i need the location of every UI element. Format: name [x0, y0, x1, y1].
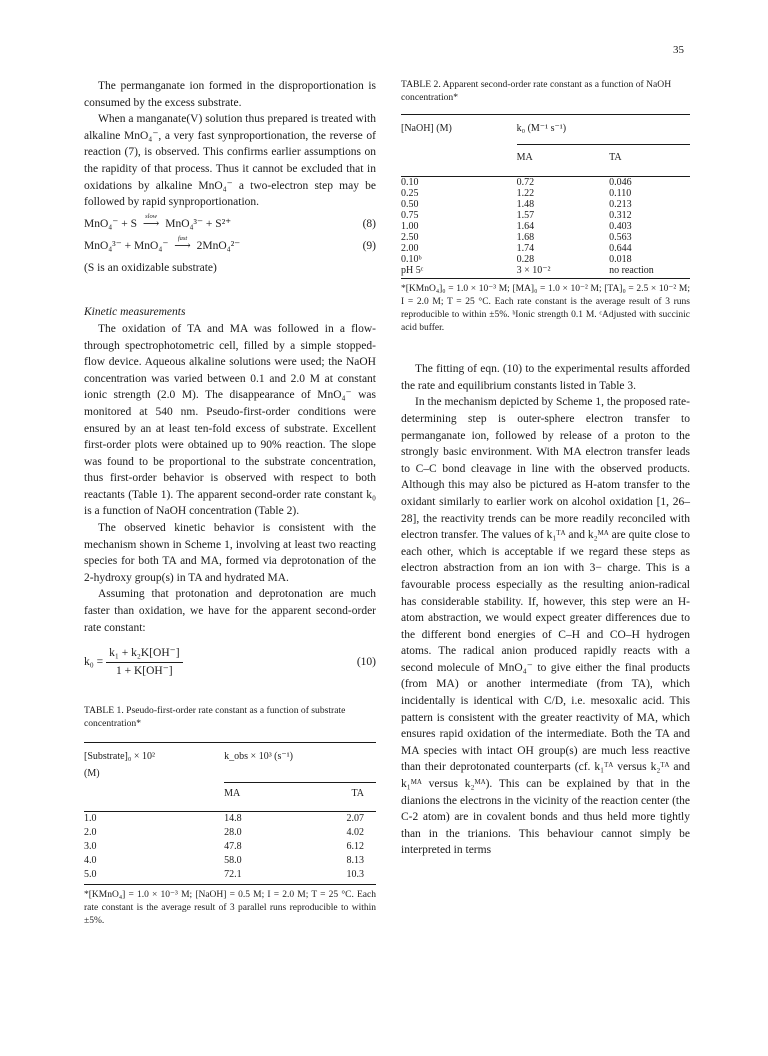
table-1-ta-header: TA — [351, 787, 364, 799]
eq8-number: (8) — [362, 218, 376, 231]
equation-9 — [84, 236, 376, 258]
table-2-cell: 2.50 — [401, 232, 419, 244]
table-1-footnote: *[KMnO₄] = 1.0 × 10⁻³ M; [NaOH] = 0.5 M; I = 2.0 M; T = 25 °C. Each rate constant is the average result of 3 parallel runs reproducible to within ±5%. — [84, 889, 376, 926]
table-2-ta-header: TA — [609, 151, 622, 163]
eq10-lhs: k₀ = — [84, 655, 104, 668]
eq8-arrow-label: slow — [145, 213, 158, 221]
table-1-row — [84, 854, 376, 868]
table-2-row — [401, 177, 690, 189]
table-1-cell: 2.0 — [84, 826, 97, 838]
right-column — [401, 78, 690, 859]
table-2-cell: 0.018 — [609, 254, 632, 266]
table-2-caption: TABLE 2. Apparent second-order rate constant as a function of NaOH concentration* — [401, 79, 672, 103]
table-2-row — [401, 243, 690, 254]
table-2-cell: 0.10ᵇ — [401, 254, 422, 266]
table-1-cell: 10.3 — [346, 868, 364, 880]
table-2-cell: 1.57 — [516, 210, 535, 222]
table-1 — [84, 704, 376, 927]
table-2-col1-header: [NaOH] (M) — [401, 123, 452, 134]
table-1-cell: 14.8 — [224, 812, 242, 824]
table-2-cell: pH 5ᶜ — [401, 265, 424, 277]
left-paragraph-2: When a manganate(V) solution thus prepared is treated with alkaline MnO₄⁻, a very fast synproportionation, the reverse of reaction (7), is observed. This confirms earlier assumptions on the rapidity of that process. Thus it cannot be excluded that in oxidations by alkaline MnO₄⁻ a two-electron step may be followed by rapid synproportionation. — [84, 113, 376, 209]
eq10-fraction — [106, 645, 182, 679]
table-2-ma-header: MA — [516, 151, 533, 163]
table-2-cell: 0.644 — [609, 243, 632, 255]
table-2-row — [401, 221, 690, 232]
table-2-cell: 0.28 — [516, 254, 535, 266]
table-2-cell: no reaction — [609, 265, 654, 277]
table-2-cell: 0.50 — [401, 199, 419, 211]
eq9-arrow-label: fast — [177, 235, 188, 243]
table-1-cell: 28.0 — [224, 826, 242, 838]
table-1-cell: 1.0 — [84, 812, 97, 824]
table-2-cell: 0.10 — [401, 177, 419, 189]
table-1-ma-header: MA — [224, 787, 241, 799]
table-1-cell: 6.12 — [346, 840, 364, 852]
table-2-cell: 1.68 — [516, 232, 535, 244]
table-1-cell: 72.1 — [224, 868, 242, 880]
eq9-rhs: 2MnO₄²⁻ — [196, 240, 241, 253]
table-2-row — [401, 188, 690, 199]
table-2-row — [401, 199, 690, 210]
table-1-cell: 47.8 — [224, 840, 242, 852]
eq8-arrow: slow ⟶ — [140, 216, 163, 233]
table-1-row — [84, 868, 376, 882]
table-2-cell: 0.25 — [401, 188, 419, 200]
eq9-lhs: MnO₄³⁻ + MnO₄⁻ — [84, 240, 169, 253]
table-1-col2-header: k_obs × 10³ (s⁻¹) — [224, 751, 294, 763]
table-1-cell: 3.0 — [84, 840, 97, 852]
eq9-number: (9) — [362, 240, 376, 253]
page-number: 35 — [673, 44, 684, 56]
table-1-grid — [84, 749, 376, 884]
table-2-row — [401, 232, 690, 243]
left-paragraph-3: The oxidation of TA and MA was followed in a flow-through spectrophotometric cell, filled by a simple stopped-flow device. Aqueous alkaline solutions were used; the NaOH concentration was varied between 0.1 and 2.0 M at constant ionic strength (2.0 M). The disappearance of MnO₄⁻ was monitored at 540 nm. Pseudo-first-order conditions were ensured by an at least ten-fold excess of substrate. Excellent first-order plots were obtained up to 90% reaction. The slope was found to be proportional to the substrate concentration, thus first-order behavior is observed with respect to both reactants (Table 1). The apparent second-order rate constant k₀ is a function of NaOH concentration (Table 2). — [84, 322, 376, 518]
table-2-cell: 1.00 — [401, 221, 419, 233]
right-paragraph-1: The fitting of eqn. (10) to the experimental results afforded the rate and equilibrium constants listed in Table 3. — [401, 363, 690, 392]
eq8-rhs: MnO₄³⁻ + S²⁺ — [165, 218, 232, 231]
table-2-cell: 3 × 10⁻² — [516, 265, 551, 277]
table-1-col1-unit: (M) — [84, 767, 100, 779]
table-2-cell: 0.403 — [609, 221, 632, 233]
eq9-arrow: fast ⟶ — [171, 238, 194, 255]
substrate-note: (S is an oxidizable substrate) — [84, 261, 217, 274]
eq10-number: (10) — [356, 655, 376, 668]
table-2-cell: 0.75 — [401, 210, 419, 222]
table-2-cell: 0.72 — [516, 177, 535, 189]
table-1-cell: 4.02 — [346, 826, 364, 838]
table-2-row — [401, 265, 690, 276]
table-1-row — [84, 811, 376, 826]
table-2-cell: 2.00 — [401, 243, 419, 255]
table-1-cell: 4.0 — [84, 854, 97, 866]
table-1-cell: 2.07 — [346, 812, 364, 824]
table-1-caption: TABLE 1. Pseudo-first-order rate constant as a function of substrate concentration* — [84, 705, 346, 730]
table-1-cell: 8.13 — [346, 854, 364, 866]
table-2-cell: 0.563 — [609, 232, 632, 244]
table-2-cell: 1.74 — [516, 243, 535, 255]
table-2-cell: 0.110 — [609, 188, 632, 200]
table-1-cell: 5.0 — [84, 868, 97, 880]
left-paragraph-4: The observed kinetic behavior is consistent with the mechanism shown in Scheme 1, involving at least two reacting species for both TA and MA, formed via deprotonation of the 2-hydroxy group(s) in TA and hydrated MA. — [84, 522, 376, 584]
left-column — [84, 78, 376, 928]
table-2-cell: 1.64 — [516, 221, 535, 233]
eq10-denominator: 1 + K[OH⁻] — [116, 664, 173, 677]
table-2-grid — [401, 121, 690, 279]
left-paragraph-1: The permanganate ion formed in the disproportionation is consumed by the excess substrate. — [84, 80, 376, 109]
equation-10 — [84, 642, 376, 682]
table-2-cell: 0.213 — [609, 199, 632, 211]
table-2-cell: 1.22 — [516, 188, 535, 200]
table-2-row — [401, 254, 690, 265]
table-1-col1-header: [Substrate]₀ × 10² — [84, 751, 156, 763]
table-2-cell: 1.48 — [516, 199, 535, 211]
right-paragraph-2: In the mechanism depicted by Scheme 1, the proposed rate-determining step is outer-sphere electron transfer to permanganate ion, followed by release of a proton to the strongly basic environment. With MA electron transfer leads to C–C bond cleavage in line with the observed products. Although this may also be pictured as H-atom transfer to the oxidant similarly to earlier work on alcohol oxidation [1, 26–28], the reactivity trends can be more readily reconciled with electron transfer. The values of k₁ᵀᴬ and k₂ᴹᴬ are quite close to each other, which is acceptable if we regard these steps as electron abstraction from an ion with 3− charge. This is a favourable process especially as the resulting anion-radical has considerable stability. If, however, this step were an H-atom abstraction, we would expect greater differences due to the different bond energies of C–H and CO–H hydrogen atoms. The radical anion produced rapidly reacts with a second molecule of MnO₄⁻ to give either the final products (from MA) or another intermediate (from TA), which incidentally is identical with C/D, i.e. mesoxalic acid. This pattern is consistent with the greater reactivity of MA, which ensures rapid oxidation of the intermediate. Both the TA and MA species with intact OH group(s) are much less reactive than their deprotonated counterparts (cf. k₁ᵀᴬ versus k₂ᵀᴬ and k₁ᴹᴬ versus k₂ᴹᴬ). This can be explained by that in the dianions the electrons in the vicinity of the reaction center (the C-2 atom) are in covalent bonds and thus held more tightly than in the trianions. This behaviour cannot simply be interpreted in terms — [401, 396, 690, 857]
table-2-col2-header: k₀ (M⁻¹ s⁻¹) — [516, 123, 567, 134]
equation-8 — [84, 214, 376, 236]
table-1-row — [84, 826, 376, 840]
left-paragraph-5: Assuming that protonation and deprotonation are much faster than oxidation, we have for the apparent second-order rate constant: — [84, 588, 376, 634]
eq8-lhs: MnO₄⁻ + S — [84, 218, 137, 231]
table-2-cell: 0.312 — [609, 210, 632, 222]
table-2 — [401, 78, 690, 335]
table-2-footnote: *[KMnO₄]₀ = 1.0 × 10⁻³ M; [MA]₀ = 1.0 × 10⁻² M; [TA]₀ = 2.5 × 10⁻² M; I = 2.0 M; T = 25 °C. Each rate constant is the average result of 3 runs reproducible to within ±5%. ᵇIonic strength 0.1 M. ᶜAdjusted with succinic acid buffer. — [401, 284, 690, 334]
table-2-cell: 0.046 — [609, 177, 632, 189]
eq10-numerator: k₁ + k₂K[OH⁻] — [106, 645, 182, 663]
table-1-cell: 58.0 — [224, 854, 242, 866]
table-2-row — [401, 210, 690, 221]
kinetic-heading: Kinetic measurements — [84, 306, 186, 319]
table-1-row — [84, 840, 376, 854]
